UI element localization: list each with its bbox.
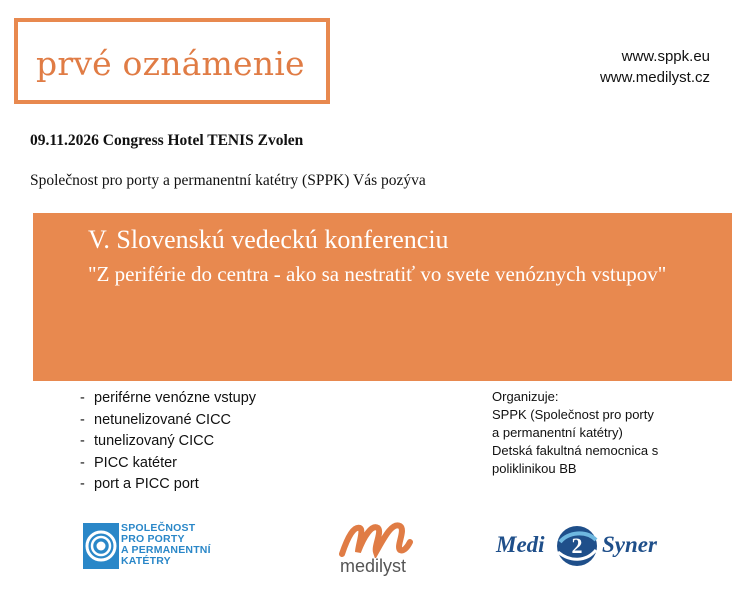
announcement-title: prvé oznámenie [36,44,305,83]
medilyst-m-icon [334,516,414,558]
topic-item: - PICC katéter [80,453,256,475]
sppk-logo-line: PRO PORTY [121,533,185,545]
topic-label: periférne venózne vstupy [94,390,257,406]
date-venue: 09.11.2026 Congress Hotel TENIS Zvolen [30,132,304,149]
topic-label: tunelizovaný CICC [94,433,215,449]
sppk-logo-line: KATÉTRY [121,555,171,567]
organizers-line: SPPK (Společnost pro porty [492,407,654,422]
sppk-emblem-icon [83,523,119,569]
topic-label: port a PICC port [94,476,199,492]
link-sppk[interactable]: www.sppk.eu [621,48,710,65]
medisyner-logo-text-right: Syner [602,532,657,557]
sppk-logo [83,523,233,571]
web-links [600,46,710,88]
medilyst-logo [334,516,414,580]
announcement-title-box [14,18,330,104]
medilyst-logo-text: medilyst [340,556,407,576]
invitation-text: Společnost pro porty a permanentní katétry (SPPK) Vás pozýva [30,172,426,189]
organizers-line: poliklinikou BB [492,461,577,476]
conference-banner [33,213,732,381]
sppk-logo-line: A PERMANENTNÍ [121,544,211,556]
conference-subtitle: "Z periférie do centra - ako sa nestratiť vo svete venóznych vstupov" [88,262,667,286]
medisyner-globe-icon [552,522,602,570]
organizers-line: Detská fakultná nemocnica s [492,443,659,458]
topics-list [80,388,256,496]
link-medilyst[interactable]: www.medilyst.cz [599,69,710,86]
topic-item: - periférne venózne vstupy [80,388,256,410]
sppk-logo-text [121,523,211,567]
medisyner-logo-text-left: Medi [496,532,545,557]
topic-label: PICC katéter [94,454,177,471]
topic-label: netunelizované CICC [94,411,232,428]
organizers-heading: Organizuje: [492,389,559,404]
topic-item: - port a PICC port [80,474,256,496]
organizers-block [492,388,692,478]
organizers-line: a permanentní katétry) [492,425,623,440]
sppk-logo-line: SPOLEČNOST [121,522,196,534]
medisyner-logo [496,520,686,572]
svg-text:2: 2 [571,533,583,558]
topic-item: - netunelizované CICC [80,410,256,432]
conference-headline: V. Slovenskú vedeckú konferenciu [88,225,449,254]
topic-item: - tunelizovaný CICC [80,431,256,453]
